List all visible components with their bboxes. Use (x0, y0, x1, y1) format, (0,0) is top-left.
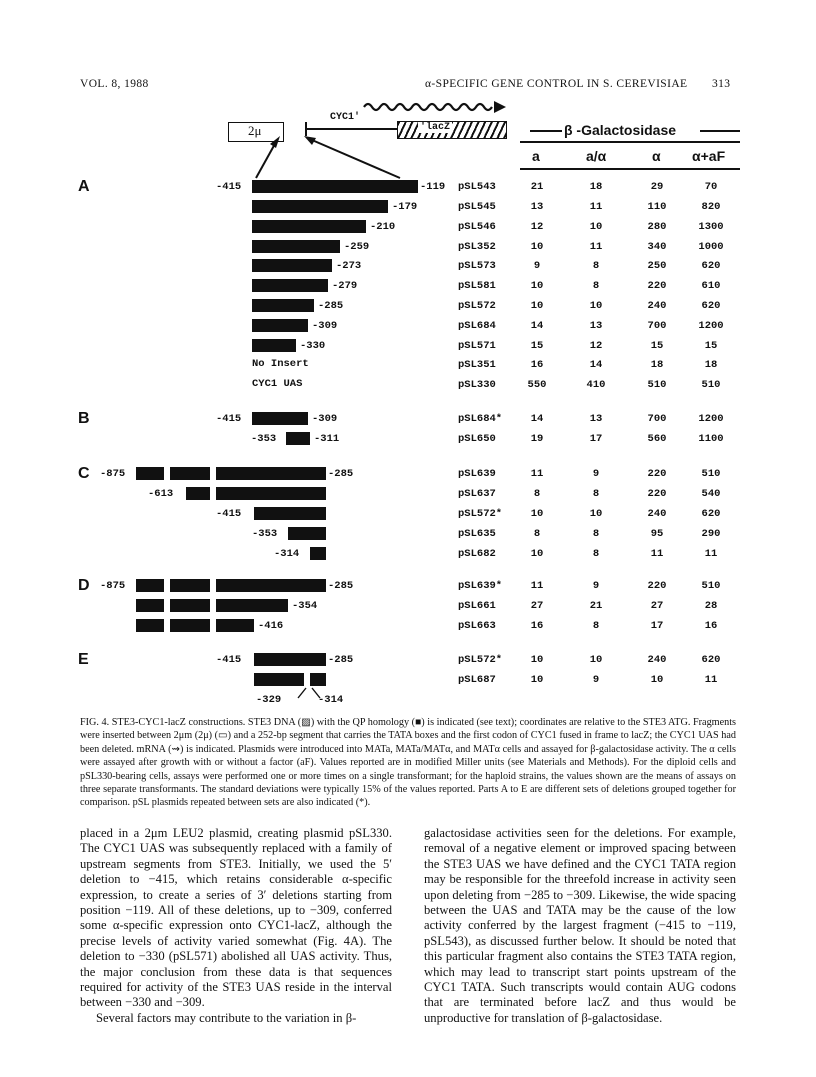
fragment-bar (252, 259, 332, 272)
plasmid-name: pSL639 (458, 468, 496, 480)
row-right-coord: -416 (258, 620, 284, 632)
value-a-alpha: 410 (586, 379, 606, 391)
value-a: 16 (530, 620, 544, 632)
value-alpha: 11 (650, 548, 664, 560)
value-alpha-af: 28 (704, 600, 718, 612)
row-left-coord: -314 (274, 548, 300, 560)
value-alpha: 95 (650, 528, 664, 540)
fragment-bar (286, 432, 310, 445)
plasmid-name: pSL663 (458, 620, 496, 632)
value-a: 11 (530, 468, 544, 480)
value-a-alpha: 10 (589, 654, 603, 666)
fragment-bar (310, 673, 326, 686)
col-a: a (532, 148, 540, 164)
row-right-coord: -119 (420, 181, 446, 193)
value-alpha-af: 11 (704, 674, 718, 686)
value-a-alpha: 10 (589, 300, 603, 312)
value-a: 10 (530, 300, 544, 312)
col-alpha-af: α+aF (692, 148, 726, 164)
value-a: 12 (530, 221, 544, 233)
row-left-coord: -415 (216, 654, 242, 666)
row-right-coord: -210 (370, 221, 396, 233)
fragment-bar (252, 412, 308, 425)
plasmid-name: pSL572* (458, 654, 503, 666)
value-a: 15 (530, 340, 544, 352)
fragment-bar (136, 467, 164, 480)
plasmid-name: pSL684* (458, 413, 503, 425)
fragment-bar (170, 599, 210, 612)
fragment-bar (254, 673, 304, 686)
fragment-bar (254, 653, 326, 666)
plasmid-name: pSL546 (458, 221, 496, 233)
row-left-coord: -415 (216, 508, 242, 520)
value-a: 8 (533, 528, 541, 540)
value-a: 10 (530, 674, 544, 686)
value-a: 19 (530, 433, 544, 445)
value-alpha-af: 540 (701, 488, 721, 500)
row-left-coord: -875 (100, 468, 126, 480)
col-a-alpha: a/α (586, 148, 607, 164)
value-alpha: 10 (650, 674, 664, 686)
section-e-label: E (78, 651, 89, 668)
plasmid-name: pSL684 (458, 320, 496, 332)
value-alpha-af: 1200 (698, 320, 724, 332)
plasmid-name: pSL351 (458, 359, 496, 371)
value-a: 8 (533, 488, 541, 500)
value-alpha: 18 (650, 359, 664, 371)
row-right-coord: -354 (292, 600, 318, 612)
cyc1-label: CYC1' (330, 112, 361, 123)
value-alpha: 250 (647, 260, 667, 272)
running-head-volume: VOL. 8, 1988 (80, 78, 149, 90)
plasmid-name: pSL543 (458, 181, 496, 193)
section-b-label: B (78, 410, 90, 427)
plasmid-name: pSL639* (458, 580, 503, 592)
fragment-bar (136, 619, 164, 632)
value-a-alpha: 11 (589, 201, 603, 213)
value-alpha-af: 290 (701, 528, 721, 540)
fragment-bar (216, 579, 326, 592)
row-right-coord: -311 (314, 433, 340, 445)
value-alpha-af: 1000 (698, 241, 724, 253)
value-alpha: 280 (647, 221, 667, 233)
value-alpha-af: 70 (704, 181, 718, 193)
value-a: 13 (530, 201, 544, 213)
figure-caption: FIG. 4. STE3-CYC1-lacZ constructions. STE3 DNA (▨) with the QP homology (■) is indicated (see text); coordinates are relative to the STE3 ATG. Fragments were inserted between 2μm (2μ) (▭) and a 252-bp segment that carries the TATA boxes and the first codon of CYC1 fused in frame to lacZ; the CYC1 UAS had been deleted. mRNA (⇝) is indicated. Plasmids were introduced into MATa, MATa/MATα, and MATα cells and assayed for β-galactosidase activity. The α cells were assayed after growth with or without a factor (aF). Values reported are in modified Miller units (see Materials and Methods). For the diploid cells and pSL330-bearing cells, assays were performed one or more times on a single transformant; for the haploid strains, the values shown are the means of assays on three separate transformants. The standard deviations were typically 15% of the values reported. Parts A to E are different sets of deletions grouped together for comparison. pSL plasmids repeated between sets are also indicated (*). (80, 717, 736, 809)
cyc1-line (305, 128, 397, 130)
value-a: 10 (530, 241, 544, 253)
value-a-alpha: 12 (589, 340, 603, 352)
value-alpha-af: 620 (701, 508, 721, 520)
value-alpha-af: 1300 (698, 221, 724, 233)
plasmid-name: pSL682 (458, 548, 496, 560)
fragment-bar (170, 579, 210, 592)
value-a-alpha: 8 (592, 620, 600, 632)
value-a: 14 (530, 413, 544, 425)
fragment-bar (252, 220, 366, 233)
fragment-bar (254, 507, 326, 520)
value-a: 27 (530, 600, 544, 612)
value-a-alpha: 11 (589, 241, 603, 253)
insertion-arrows (240, 134, 440, 184)
value-alpha: 220 (647, 488, 667, 500)
fragment-bar (252, 319, 308, 332)
value-alpha: 340 (647, 241, 667, 253)
value-alpha: 510 (647, 379, 667, 391)
value-alpha-af: 820 (701, 201, 721, 213)
row-right-coord: -314 (318, 694, 344, 706)
value-alpha: 27 (650, 600, 664, 612)
value-alpha-af: 620 (701, 654, 721, 666)
row-left-coord: -353 (251, 433, 277, 445)
row-right-coord: -285 (328, 654, 354, 666)
fragment-bar (216, 619, 254, 632)
plasmid-name: pSL572 (458, 300, 496, 312)
header-rule (520, 168, 740, 170)
plasmid-name: pSL352 (458, 241, 496, 253)
plasmid-name: pSL637 (458, 488, 496, 500)
value-alpha: 220 (647, 280, 667, 292)
row-right-coord: -309 (312, 320, 338, 332)
value-alpha-af: 18 (704, 359, 718, 371)
row-right-coord: -309 (312, 413, 338, 425)
plasmid-name: pSL687 (458, 674, 496, 686)
fragment-bar (252, 339, 296, 352)
plasmid-name: pSL581 (458, 280, 496, 292)
value-a-alpha: 13 (589, 320, 603, 332)
plasmid-name: pSL650 (458, 433, 496, 445)
row-right-coord: -285 (318, 300, 344, 312)
fragment-bar (252, 299, 314, 312)
value-alpha-af: 620 (701, 260, 721, 272)
value-a-alpha: 13 (589, 413, 603, 425)
fragment-bar (170, 467, 210, 480)
plasmid-name: pSL635 (458, 528, 496, 540)
value-a-alpha: 8 (592, 260, 600, 272)
value-alpha-af: 1100 (698, 433, 724, 445)
lacz-label: 'lacZ (420, 122, 451, 133)
value-alpha: 700 (647, 413, 667, 425)
two-micron-label: 2μ (248, 123, 262, 138)
row-left-coord: -329 (256, 694, 282, 706)
fragment-bar (288, 527, 326, 540)
value-alpha-af: 620 (701, 300, 721, 312)
row-right-coord: -273 (336, 260, 362, 272)
fragment-bar (186, 487, 210, 500)
value-alpha: 29 (650, 181, 664, 193)
value-alpha: 240 (647, 654, 667, 666)
value-alpha-af: 510 (701, 379, 721, 391)
fragment-bar (252, 279, 328, 292)
value-alpha: 220 (647, 580, 667, 592)
value-a-alpha: 17 (589, 433, 603, 445)
value-alpha: 240 (647, 508, 667, 520)
value-a-alpha: 9 (592, 580, 600, 592)
fragment-bar (252, 180, 418, 193)
body-left-column (80, 826, 392, 1026)
row-left-coord: -353 (252, 528, 278, 540)
body-paragraph: galactosidase activities seen for the deletions. For example, removal of a negative element or improved spacing between the STE3 UAS we have defined and the CYC1 TATA region may be responsible for the threefold increase in activity seen upon deleting from −285 to −309. Likewise, the wide spacing between the UAS and TATA may be the cause of the low activity conferred by the largest fragment (−415 to −119, pSL543), as discussed further below. It should be noted that this particular fragment also contains the STE3 TATA region, which may lead to transcript start points upstream of the CYC1 TATA. Such transcripts would contain AUG codons that are terminated before lacZ and thus would be unproductive for translation of β-galactosidase. (424, 826, 736, 1025)
table-rule (520, 141, 740, 143)
section-c-label: C (78, 465, 90, 482)
row-left-coord: -613 (148, 488, 174, 500)
fragment-bar (136, 599, 164, 612)
value-a: 10 (530, 548, 544, 560)
row-left-coord: -415 (216, 181, 242, 193)
value-a-alpha: 8 (592, 528, 600, 540)
value-a: 550 (527, 379, 547, 391)
value-a-alpha: 8 (592, 280, 600, 292)
value-a: 10 (530, 508, 544, 520)
fragment-bar (216, 599, 288, 612)
fragment-bar (310, 547, 326, 560)
fragment-bar (216, 487, 326, 500)
value-alpha-af: 16 (704, 620, 718, 632)
body-paragraph: placed in a 2μm LEU2 plasmid, creating plasmid pSL330. The CYC1 UAS was subsequently replaced with a family of upstream segments from STE3. Initially, we used the 5′ deletion to −415, which retains considerable α-specific expression, to create a series of 3′ deletions starting from position −119. All of these deletions, up to −309, conferred some α-specific expression onto CYC1-lacZ, although the precise levels of activity varied somewhat (Fig. 4A). The deletion to −330 (pSL571) abolished all UAS activity. Thus, the major conclusion from these data is that sequences required for activity of the STE3 UAS reside in the interval between −330 and −309. (80, 826, 392, 1010)
value-alpha: 15 (650, 340, 664, 352)
fragment-bar (216, 467, 326, 480)
value-a-alpha: 18 (589, 181, 603, 193)
value-alpha: 700 (647, 320, 667, 332)
value-a: 10 (530, 280, 544, 292)
value-alpha: 220 (647, 468, 667, 480)
body-paragraph: Several factors may contribute to the variation in β- (96, 1010, 357, 1025)
value-a: 14 (530, 320, 544, 332)
value-a: 10 (530, 654, 544, 666)
row-right-coord: -259 (344, 241, 370, 253)
value-a-alpha: 9 (592, 674, 600, 686)
row-right-coord: -285 (328, 468, 354, 480)
value-a-alpha: 8 (592, 548, 600, 560)
plasmid-name: pSL572* (458, 508, 503, 520)
value-alpha-af: 15 (704, 340, 718, 352)
value-a: 11 (530, 580, 544, 592)
plasmid-name: pSL573 (458, 260, 496, 272)
running-head-title: α-SPECIFIC GENE CONTROL IN S. CEREVISIAE (425, 78, 688, 90)
value-alpha-af: 510 (701, 468, 721, 480)
body-right-column (424, 826, 736, 1026)
mrna-arrow-icon (360, 98, 510, 114)
plasmid-name: pSL661 (458, 600, 496, 612)
fragment-bar (136, 579, 164, 592)
plasmid-name: pSL330 (458, 379, 496, 391)
section-d-label: D (78, 577, 90, 594)
page-number: 313 (712, 78, 731, 90)
col-alpha: α (652, 148, 661, 164)
value-a-alpha: 10 (589, 508, 603, 520)
row-right-coord: -285 (328, 580, 354, 592)
fragment-bar (252, 240, 340, 253)
value-a: 9 (533, 260, 541, 272)
value-alpha: 110 (647, 201, 667, 213)
fragment-bar (170, 619, 210, 632)
plasmid-name: pSL571 (458, 340, 496, 352)
value-alpha: 17 (650, 620, 664, 632)
plasmid-name: pSL545 (458, 201, 496, 213)
value-alpha: 560 (647, 433, 667, 445)
row-right-coord: -279 (332, 280, 358, 292)
value-a-alpha: 21 (589, 600, 603, 612)
cyc1-uas-label: CYC1 UAS (252, 378, 303, 390)
row-left-coord: -415 (216, 413, 242, 425)
row-left-coord: -875 (100, 580, 126, 592)
value-alpha-af: 11 (704, 548, 718, 560)
value-alpha-af: 610 (701, 280, 721, 292)
value-a: 16 (530, 359, 544, 371)
row-right-coord: -179 (392, 201, 418, 213)
value-a: 21 (530, 181, 544, 193)
value-alpha-af: 510 (701, 580, 721, 592)
row-right-coord: -330 (300, 340, 326, 352)
no-insert-label: No Insert (252, 358, 309, 370)
value-alpha-af: 1200 (698, 413, 724, 425)
value-a-alpha: 8 (592, 488, 600, 500)
value-a-alpha: 14 (589, 359, 603, 371)
value-alpha: 240 (647, 300, 667, 312)
fragment-bar (252, 200, 388, 213)
value-a-alpha: 10 (589, 221, 603, 233)
section-a-label: A (78, 178, 90, 195)
value-a-alpha: 9 (592, 468, 600, 480)
